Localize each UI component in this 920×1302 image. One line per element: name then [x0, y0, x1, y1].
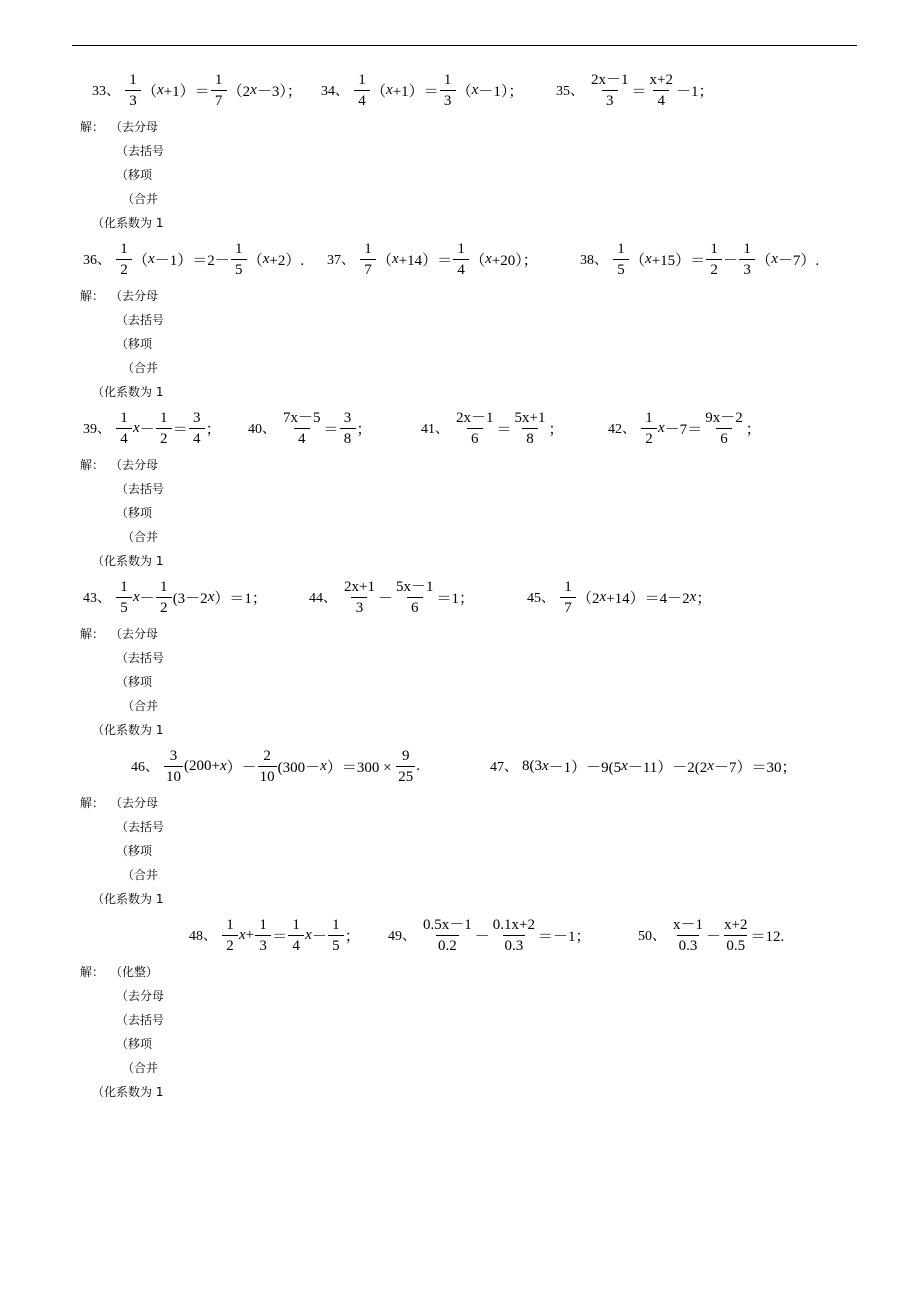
expr-text: +1）＝	[392, 83, 439, 100]
numerator: 1	[120, 240, 128, 257]
step-remove-brackets: （去括号	[116, 144, 165, 158]
expr-text: －	[706, 928, 722, 945]
denominator: 6	[716, 428, 732, 448]
expr-text: （	[470, 252, 486, 269]
expr-text: ）＝1；	[214, 590, 267, 607]
expr-text: ＝1；	[436, 590, 475, 607]
expr-text: （	[371, 83, 387, 100]
numerator: 9	[402, 747, 410, 764]
variable: x	[262, 250, 270, 267]
denominator: 5	[116, 597, 132, 617]
problem-number: 43、	[83, 591, 111, 606]
problem-50	[638, 907, 784, 963]
problem-40	[248, 400, 372, 456]
denominator: 10	[258, 766, 277, 786]
numerator: 1	[120, 578, 128, 595]
problem-number: 35、	[556, 84, 584, 99]
expr-text: ＝	[631, 83, 647, 100]
problem-number: 39、	[83, 422, 111, 437]
step-combine: （合并	[122, 361, 159, 375]
denominator: 8	[522, 428, 538, 448]
expr-text: (300－	[277, 759, 321, 776]
step-combine: （合并	[122, 868, 159, 882]
expr-text: ＝12.	[750, 928, 785, 945]
problem-39	[83, 400, 221, 456]
problem-44	[309, 569, 474, 625]
expr-text: －	[723, 252, 739, 269]
fraction	[641, 409, 657, 448]
expr-text: ）＝300 ×	[326, 759, 396, 776]
expr-text: ；	[548, 421, 564, 438]
expr-text: ＝	[272, 928, 288, 945]
step-remove-brackets: （去括号	[116, 313, 165, 327]
variable: x	[542, 757, 549, 774]
denominator: 4	[653, 90, 669, 110]
variable: x	[771, 250, 778, 267]
expr-text: －	[311, 928, 327, 945]
step-transpose: （移项	[116, 506, 153, 520]
denominator: 2	[116, 259, 132, 279]
step-remove-brackets: （去括号	[116, 820, 165, 834]
variable: x	[599, 588, 607, 605]
problem-number: 46、	[131, 760, 159, 775]
expr-text: +14）＝	[398, 252, 453, 269]
step-coefficient-one: （化系数为 1	[92, 723, 164, 737]
denominator: 2	[156, 597, 172, 617]
expr-text: ）－	[226, 759, 257, 776]
step-transpose: （移项	[116, 844, 153, 858]
fraction	[354, 71, 370, 110]
numerator: 1	[564, 578, 572, 595]
numerator: 1	[259, 916, 267, 933]
numerator: x－1	[673, 916, 704, 933]
problem-number: 37、	[327, 253, 355, 268]
denominator: 6	[467, 428, 483, 448]
problem-number: 41、	[421, 422, 449, 437]
solution-label: 解：	[80, 289, 105, 303]
fraction	[706, 240, 722, 279]
step-transpose: （移项	[116, 337, 153, 351]
denominator: 0.3	[503, 935, 526, 955]
problem-number: 38、	[580, 253, 608, 268]
solution-label: 解：	[80, 627, 105, 641]
problem-46	[131, 738, 420, 794]
expr-text: －1）＝2－	[154, 252, 230, 269]
expr-text: ；	[344, 928, 360, 945]
problem-33	[92, 62, 302, 118]
expr-text: －7）.	[777, 252, 820, 269]
numerator: 3	[343, 409, 352, 426]
numerator: 2x－1	[456, 409, 494, 426]
numerator: 1	[129, 71, 137, 88]
denominator: 7	[560, 597, 576, 617]
step-combine: （合并	[122, 530, 159, 544]
denominator: 2	[156, 428, 172, 448]
denominator: 2	[222, 935, 238, 955]
problem-35	[556, 62, 714, 118]
denominator: 7	[360, 259, 376, 279]
numerator: 1	[226, 916, 234, 933]
problem-42	[608, 400, 761, 456]
fraction	[491, 916, 537, 955]
variable: x	[485, 250, 492, 267]
numerator: 1	[710, 240, 718, 257]
numerator: x+2	[724, 916, 748, 933]
numerator: 3	[192, 409, 201, 426]
denominator: 4	[116, 428, 132, 448]
denominator: 25	[396, 766, 415, 786]
variable: x	[386, 81, 393, 98]
problem-row-48-50	[0, 907, 920, 963]
fraction	[440, 71, 456, 110]
step-coefficient-one: （化系数为 1	[92, 892, 164, 906]
denominator: 5	[613, 259, 629, 279]
fraction	[421, 916, 474, 955]
expr-text: （2	[577, 590, 600, 607]
numerator: 1	[292, 916, 300, 933]
step-remove-denominators: （去分母	[110, 120, 159, 134]
variable: x	[707, 757, 714, 774]
numerator: 1	[743, 240, 751, 257]
fraction	[328, 916, 344, 955]
expr-text: －7＝	[664, 421, 703, 438]
denominator: 4	[288, 935, 304, 955]
expr-text: （	[756, 252, 772, 269]
problem-number: 40、	[248, 422, 276, 437]
step-simplify-decimals: （化整）	[110, 965, 159, 979]
denominator: 0.3	[677, 935, 700, 955]
expr-text: +15）＝	[651, 252, 706, 269]
step-combine: （合并	[122, 699, 159, 713]
problem-45	[527, 569, 711, 625]
step-coefficient-one: （化系数为 1	[92, 385, 164, 399]
step-remove-brackets: （去括号	[116, 651, 165, 665]
denominator: 3	[351, 597, 367, 617]
fraction	[560, 578, 576, 617]
denominator: 2	[641, 428, 657, 448]
fraction	[116, 409, 132, 448]
expr-text: +1）＝	[163, 83, 210, 100]
denominator: 3	[602, 90, 618, 110]
denominator: 0.2	[436, 935, 459, 955]
expr-text: －1；	[676, 83, 714, 100]
fraction	[258, 747, 277, 786]
numerator: 1	[234, 240, 243, 257]
expr-text: ＝	[172, 421, 188, 438]
expr-text: (200+	[184, 757, 220, 774]
problem-row-39-42	[0, 400, 920, 456]
numerator: x+2	[649, 71, 673, 88]
expr-text: (3－2	[172, 590, 208, 607]
problem-number: 49、	[388, 929, 416, 944]
variable: x	[658, 419, 665, 436]
fraction	[211, 71, 227, 110]
expr-text: －1）－9(5	[548, 759, 622, 776]
fraction	[739, 240, 755, 279]
step-remove-brackets: （去括号	[116, 1013, 165, 1027]
problem-48	[189, 907, 360, 963]
step-combine: （合并	[122, 192, 159, 206]
problem-row-46-47	[0, 738, 920, 794]
fraction	[396, 747, 415, 786]
step-remove-denominators: （去分母	[110, 627, 159, 641]
fraction	[222, 916, 238, 955]
numerator: 3	[169, 747, 178, 764]
variable: x	[305, 926, 312, 943]
variable: x	[157, 81, 164, 98]
fraction	[231, 240, 247, 279]
problem-38	[580, 231, 819, 287]
problem-number: 36、	[83, 253, 111, 268]
denominator: 2	[706, 259, 722, 279]
problem-number: 33、	[92, 84, 120, 99]
variable: x	[320, 757, 327, 774]
expr-text: ；	[696, 590, 712, 607]
fraction	[589, 71, 631, 110]
problem-41	[421, 400, 564, 456]
variable: x	[689, 588, 697, 605]
numerator: 5x+1	[514, 409, 546, 426]
variable: x	[148, 250, 155, 267]
denominator: 3	[125, 90, 141, 110]
problem-row-43-45	[0, 569, 920, 625]
step-remove-denominators: （去分母	[110, 458, 159, 472]
step-transpose: （移项	[116, 675, 153, 689]
problem-number: 47、	[490, 760, 518, 775]
expr-text: 8(3	[522, 757, 542, 774]
expr-text: －3）；	[256, 83, 302, 100]
expr-text: （	[377, 252, 393, 269]
denominator: 10	[164, 766, 183, 786]
numerator: 1	[645, 409, 653, 426]
fraction	[340, 409, 356, 448]
expr-text: －7）＝30；	[713, 759, 797, 776]
problem-number: 44、	[309, 591, 337, 606]
fraction	[360, 240, 376, 279]
variable: x	[239, 926, 246, 943]
numerator: 1	[214, 71, 223, 88]
numerator: 1	[364, 240, 372, 257]
expr-text: ＝	[323, 421, 339, 438]
step-remove-denominators: （去分母	[116, 989, 165, 1003]
expr-text: +2）.	[269, 252, 305, 269]
solution-label: 解：	[80, 458, 105, 472]
fraction	[255, 916, 271, 955]
denominator: 0.5	[724, 935, 747, 955]
fraction	[613, 240, 629, 279]
problem-number: 34、	[321, 84, 349, 99]
expr-text: ；	[745, 421, 761, 438]
expr-text: －1）；	[478, 83, 524, 100]
expr-text: ；	[356, 421, 372, 438]
expr-text: －	[474, 928, 490, 945]
fraction	[116, 240, 132, 279]
expr-text: .	[416, 757, 421, 774]
expr-text: （	[630, 252, 646, 269]
step-transpose: （移项	[116, 1037, 153, 1051]
problem-number: 42、	[608, 422, 636, 437]
expr-text: （2	[227, 83, 251, 100]
fraction	[189, 409, 205, 448]
numerator: 5x－1	[395, 578, 434, 595]
expr-text: （	[142, 83, 158, 100]
denominator: 4	[354, 90, 370, 110]
numerator: 1	[120, 409, 128, 426]
numerator: 2x+1	[344, 578, 375, 595]
variable: x	[250, 81, 257, 98]
step-coefficient-one: （化系数为 1	[92, 216, 164, 230]
expr-text: ；	[205, 421, 221, 438]
variable: x	[392, 250, 399, 267]
expr-text: －11）－2(2	[627, 759, 708, 776]
numerator: 0.1x+2	[492, 916, 535, 933]
fraction	[164, 747, 183, 786]
step-remove-denominators: （去分母	[110, 289, 159, 303]
step-transpose: （移项	[116, 168, 153, 182]
expr-text: +20）；	[491, 252, 538, 269]
variable: x	[133, 419, 140, 436]
expr-text: +	[245, 926, 255, 943]
variable: x	[219, 757, 227, 774]
step-coefficient-one: （化系数为 1	[92, 554, 164, 568]
numerator: 1	[443, 71, 452, 88]
fraction	[125, 71, 141, 110]
problem-number: 48、	[189, 929, 217, 944]
fraction	[722, 916, 749, 955]
fraction	[281, 409, 323, 448]
denominator: 6	[407, 597, 423, 617]
numerator: 1	[332, 916, 340, 933]
denominator: 8	[340, 428, 356, 448]
problem-34	[321, 62, 523, 118]
denominator: 3	[255, 935, 271, 955]
numerator: 2x－1	[591, 71, 629, 88]
variable: x	[621, 757, 628, 774]
step-coefficient-one: （化系数为 1	[92, 1085, 164, 1099]
fraction	[453, 240, 469, 279]
problem-number: 50、	[638, 929, 666, 944]
expr-text: （	[133, 252, 149, 269]
numerator: 9x－2	[705, 409, 743, 426]
numerator: 1	[358, 71, 366, 88]
fraction	[671, 916, 705, 955]
step-remove-brackets: （去括号	[116, 482, 165, 496]
numerator: 1	[159, 578, 168, 595]
fraction	[156, 409, 172, 448]
denominator: 4	[189, 428, 205, 448]
fraction	[454, 409, 496, 448]
fraction	[116, 578, 132, 617]
denominator: 5	[231, 259, 247, 279]
fraction	[513, 409, 548, 448]
fraction	[648, 71, 675, 110]
expr-text: －	[139, 590, 155, 607]
numerator: 2	[263, 747, 271, 764]
step-remove-denominators: （去分母	[110, 796, 159, 810]
variable: x	[645, 250, 652, 267]
denominator: 7	[211, 90, 227, 110]
denominator: 3	[440, 90, 456, 110]
denominator: 4	[453, 259, 469, 279]
fraction	[703, 409, 745, 448]
fraction	[288, 916, 304, 955]
expr-text: （	[247, 252, 263, 269]
solution-label: 解：	[80, 965, 105, 979]
variable: x	[207, 588, 215, 605]
fraction	[156, 578, 172, 617]
problem-row-33-35	[0, 62, 920, 118]
problem-47	[490, 738, 796, 794]
problem-49	[388, 907, 591, 963]
expr-text: +14）＝4－2	[606, 590, 690, 607]
problem-number: 45、	[527, 591, 555, 606]
numerator: 1	[457, 240, 465, 257]
fraction	[342, 578, 377, 617]
denominator: 3	[739, 259, 755, 279]
header-rule	[72, 45, 857, 46]
solution-label: 解：	[80, 120, 105, 134]
variable: x	[471, 81, 479, 98]
numerator: 0.5x－1	[423, 916, 472, 933]
problem-37	[327, 231, 538, 287]
denominator: 5	[328, 935, 344, 955]
problem-43	[83, 569, 267, 625]
solution-label: 解：	[80, 796, 105, 810]
variable: x	[133, 588, 140, 605]
step-combine: （合并	[122, 1061, 159, 1075]
numerator: 7x－5	[283, 409, 321, 426]
problem-36	[83, 231, 304, 287]
expr-text: ＝	[496, 421, 512, 438]
expr-text: （	[456, 83, 472, 100]
expr-text: －	[139, 421, 155, 438]
numerator: 1	[159, 409, 168, 426]
expr-text: ＝－1；	[538, 928, 591, 945]
fraction	[394, 578, 436, 617]
expr-text: －	[377, 590, 393, 607]
problem-row-36-38	[0, 231, 920, 287]
denominator: 4	[294, 428, 310, 448]
numerator: 1	[617, 240, 625, 257]
